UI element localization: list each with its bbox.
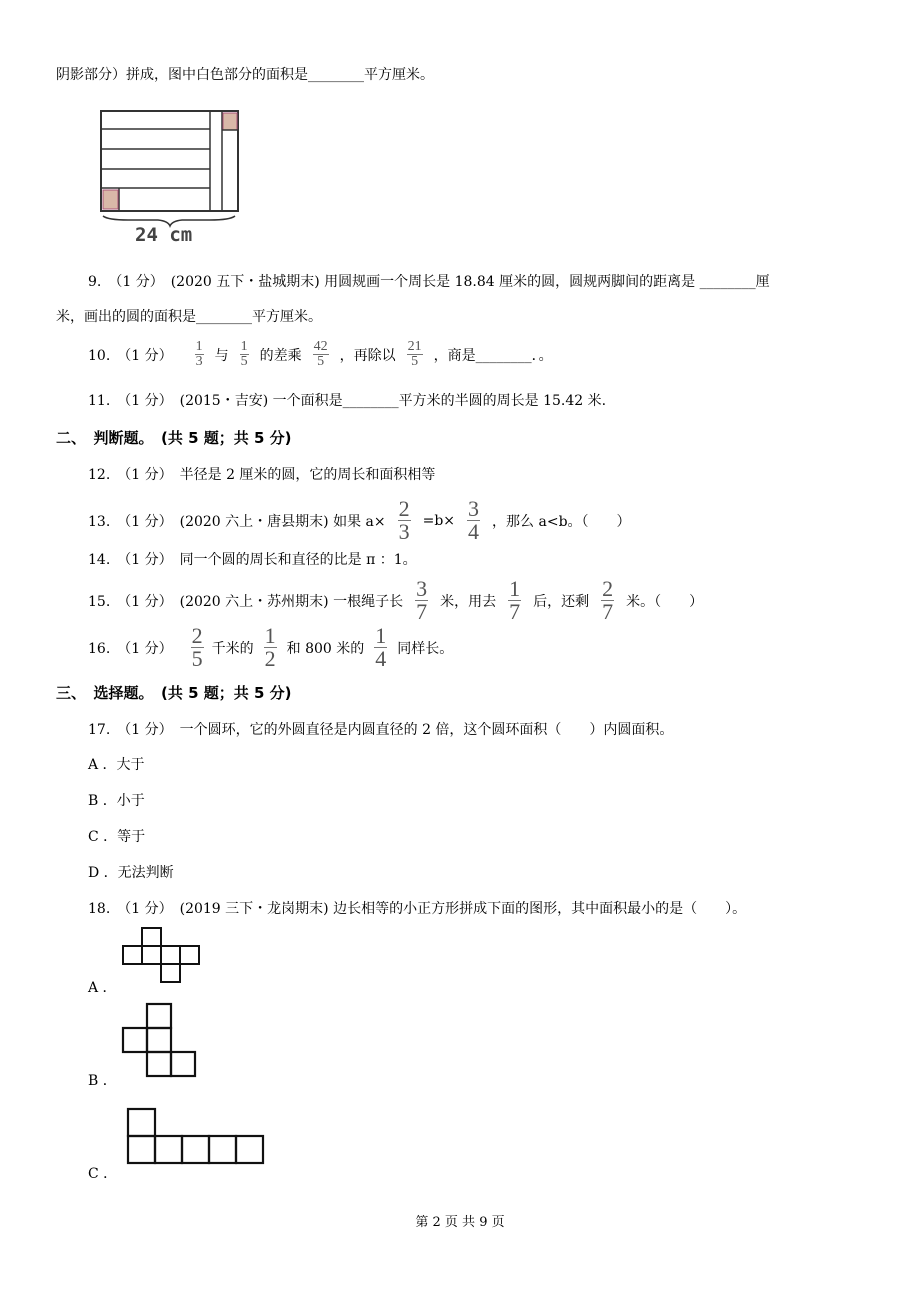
q16-f2-num: 1 xyxy=(264,623,276,648)
section-2-heading: 二、 判断题。 (共 5 题；共 5 分) xyxy=(56,429,292,447)
q13-f1-den: 3 xyxy=(398,519,410,544)
q13-f2-den: 4 xyxy=(468,519,480,544)
q15-f1-den: 7 xyxy=(416,599,428,624)
q18-figure-c xyxy=(126,1106,271,1168)
q17-option-a[interactable]: A ．大于 xyxy=(88,757,145,773)
q18-option-b[interactable]: B ． xyxy=(88,1073,117,1089)
q10-fraction-2 xyxy=(240,340,249,369)
q9-line1: 9. （1 分） (2020 五下・盐城期末) 用圆规画一个周长是 18.84 厘米的圆，圆规两脚间的距离是 ________厘 xyxy=(88,274,770,290)
q11: 11. （1 分） (2015・吉安) 一个面积是________平方米的半圆的周长是 15.42 米. xyxy=(88,393,607,409)
q17-option-c[interactable]: C ．等于 xyxy=(88,829,146,845)
q8-text: 阴影部分）拼成，图中白色部分的面积是________平方厘米。 xyxy=(56,67,434,83)
q18-option-c[interactable]: C ． xyxy=(88,1166,118,1182)
q16 xyxy=(88,625,453,670)
q18-figure-b xyxy=(122,1002,202,1082)
q10-f3-num: 42 xyxy=(313,339,328,354)
q16-f2-den: 2 xyxy=(264,646,276,671)
q16-text-3: 同样长。 xyxy=(397,640,454,657)
q13-f1-num: 2 xyxy=(398,496,410,521)
q13-fraction-2 xyxy=(467,498,480,543)
q18-stem: 18. （1 分） (2019 三下・龙岗期末) 边长相等的小正方形拼成下面的图形，其中面积最小的是（ ）。 xyxy=(88,901,747,917)
q15-prefix: 15. （1 分） (2020 六上・苏州期末) 一根绳子长 xyxy=(88,593,404,610)
q17-option-b[interactable]: B ．小于 xyxy=(88,793,145,809)
section-3-heading: 三、 选择题。 (共 5 题；共 5 分) xyxy=(56,684,292,702)
q10-f2-num: 1 xyxy=(240,339,248,354)
q16-fraction-1 xyxy=(191,625,204,670)
q10-f2-den: 5 xyxy=(240,354,248,369)
q10-text-4: ，商是________．。 xyxy=(433,347,553,364)
q9-line2: 米，画出的圆的面积是________平方厘米。 xyxy=(56,309,322,325)
q10-f4-num: 21 xyxy=(407,339,422,354)
q13-f2-num: 3 xyxy=(468,496,480,521)
q13 xyxy=(88,498,631,543)
q13-tail: ，那么 a<b。（ ） xyxy=(492,513,631,530)
q16-f3-den: 4 xyxy=(375,646,387,671)
q10-prefix: 10. （1 分） xyxy=(88,347,173,364)
q8-figure-label: 24 cm xyxy=(135,224,193,246)
q13-prefix: 13. （1 分） (2020 六上・唐县期末) 如果 a× xyxy=(88,513,386,530)
q14: 14. （1 分） 同一个圆的周长和直径的比是 π ：1。 xyxy=(88,552,417,568)
q15-text-2: 后，还剩 xyxy=(533,593,590,610)
q10-text-2: 的差乘 xyxy=(259,347,302,364)
q10-text-1: 与 xyxy=(214,347,229,364)
q15-fraction-3 xyxy=(601,578,614,623)
q15-f3-num: 2 xyxy=(602,576,614,601)
q13-fraction-1 xyxy=(398,498,411,543)
q16-text-2: 和 800 米的 xyxy=(286,640,365,657)
q10-f1-den: 3 xyxy=(195,354,203,369)
q15-f2-num: 1 xyxy=(509,576,521,601)
q15-f1-num: 3 xyxy=(416,576,428,601)
q15-f3-den: 7 xyxy=(602,599,614,624)
q16-f1-den: 5 xyxy=(191,646,203,671)
q17-option-d[interactable]: D ．无法判断 xyxy=(88,865,174,881)
page-footer: 第 2 页 共 9 页 xyxy=(415,1215,505,1230)
q15 xyxy=(88,578,703,623)
q16-fraction-2 xyxy=(264,625,277,670)
q10-f1-num: 1 xyxy=(195,339,203,354)
q10-f3-den: 5 xyxy=(317,354,325,369)
q16-text-1: 千米的 xyxy=(211,640,254,657)
q18-option-a[interactable]: A ． xyxy=(88,980,117,996)
q15-f2-den: 7 xyxy=(509,599,521,624)
q10-fraction-3 xyxy=(313,340,329,369)
q16-f3-num: 1 xyxy=(375,623,387,648)
q10 xyxy=(88,340,553,369)
q13-mid: =b× xyxy=(422,512,456,529)
q10-fraction-4 xyxy=(407,340,423,369)
q16-fraction-3 xyxy=(374,625,387,670)
q15-fraction-1 xyxy=(415,578,428,623)
q16-f1-num: 2 xyxy=(191,623,203,648)
q15-fraction-2 xyxy=(508,578,521,623)
q16-prefix: 16. （1 分） xyxy=(88,640,173,657)
q15-text-1: 米，用去 xyxy=(440,593,497,610)
q10-f4-den: 5 xyxy=(411,354,419,369)
q15-text-3: 米。（ ） xyxy=(626,593,704,610)
q10-text-3: ，再除以 xyxy=(339,347,396,364)
q10-fraction-1 xyxy=(195,340,204,369)
q18-figure-a xyxy=(122,926,202,986)
q12: 12. （1 分） 半径是 2 厘米的圆，它的周长和面积相等 xyxy=(88,467,436,483)
q17-stem: 17. （1 分） 一个圆环，它的外圆直径是内圆直径的 2 倍，这个圆环面积（ ）内圆面积。 xyxy=(88,722,674,738)
